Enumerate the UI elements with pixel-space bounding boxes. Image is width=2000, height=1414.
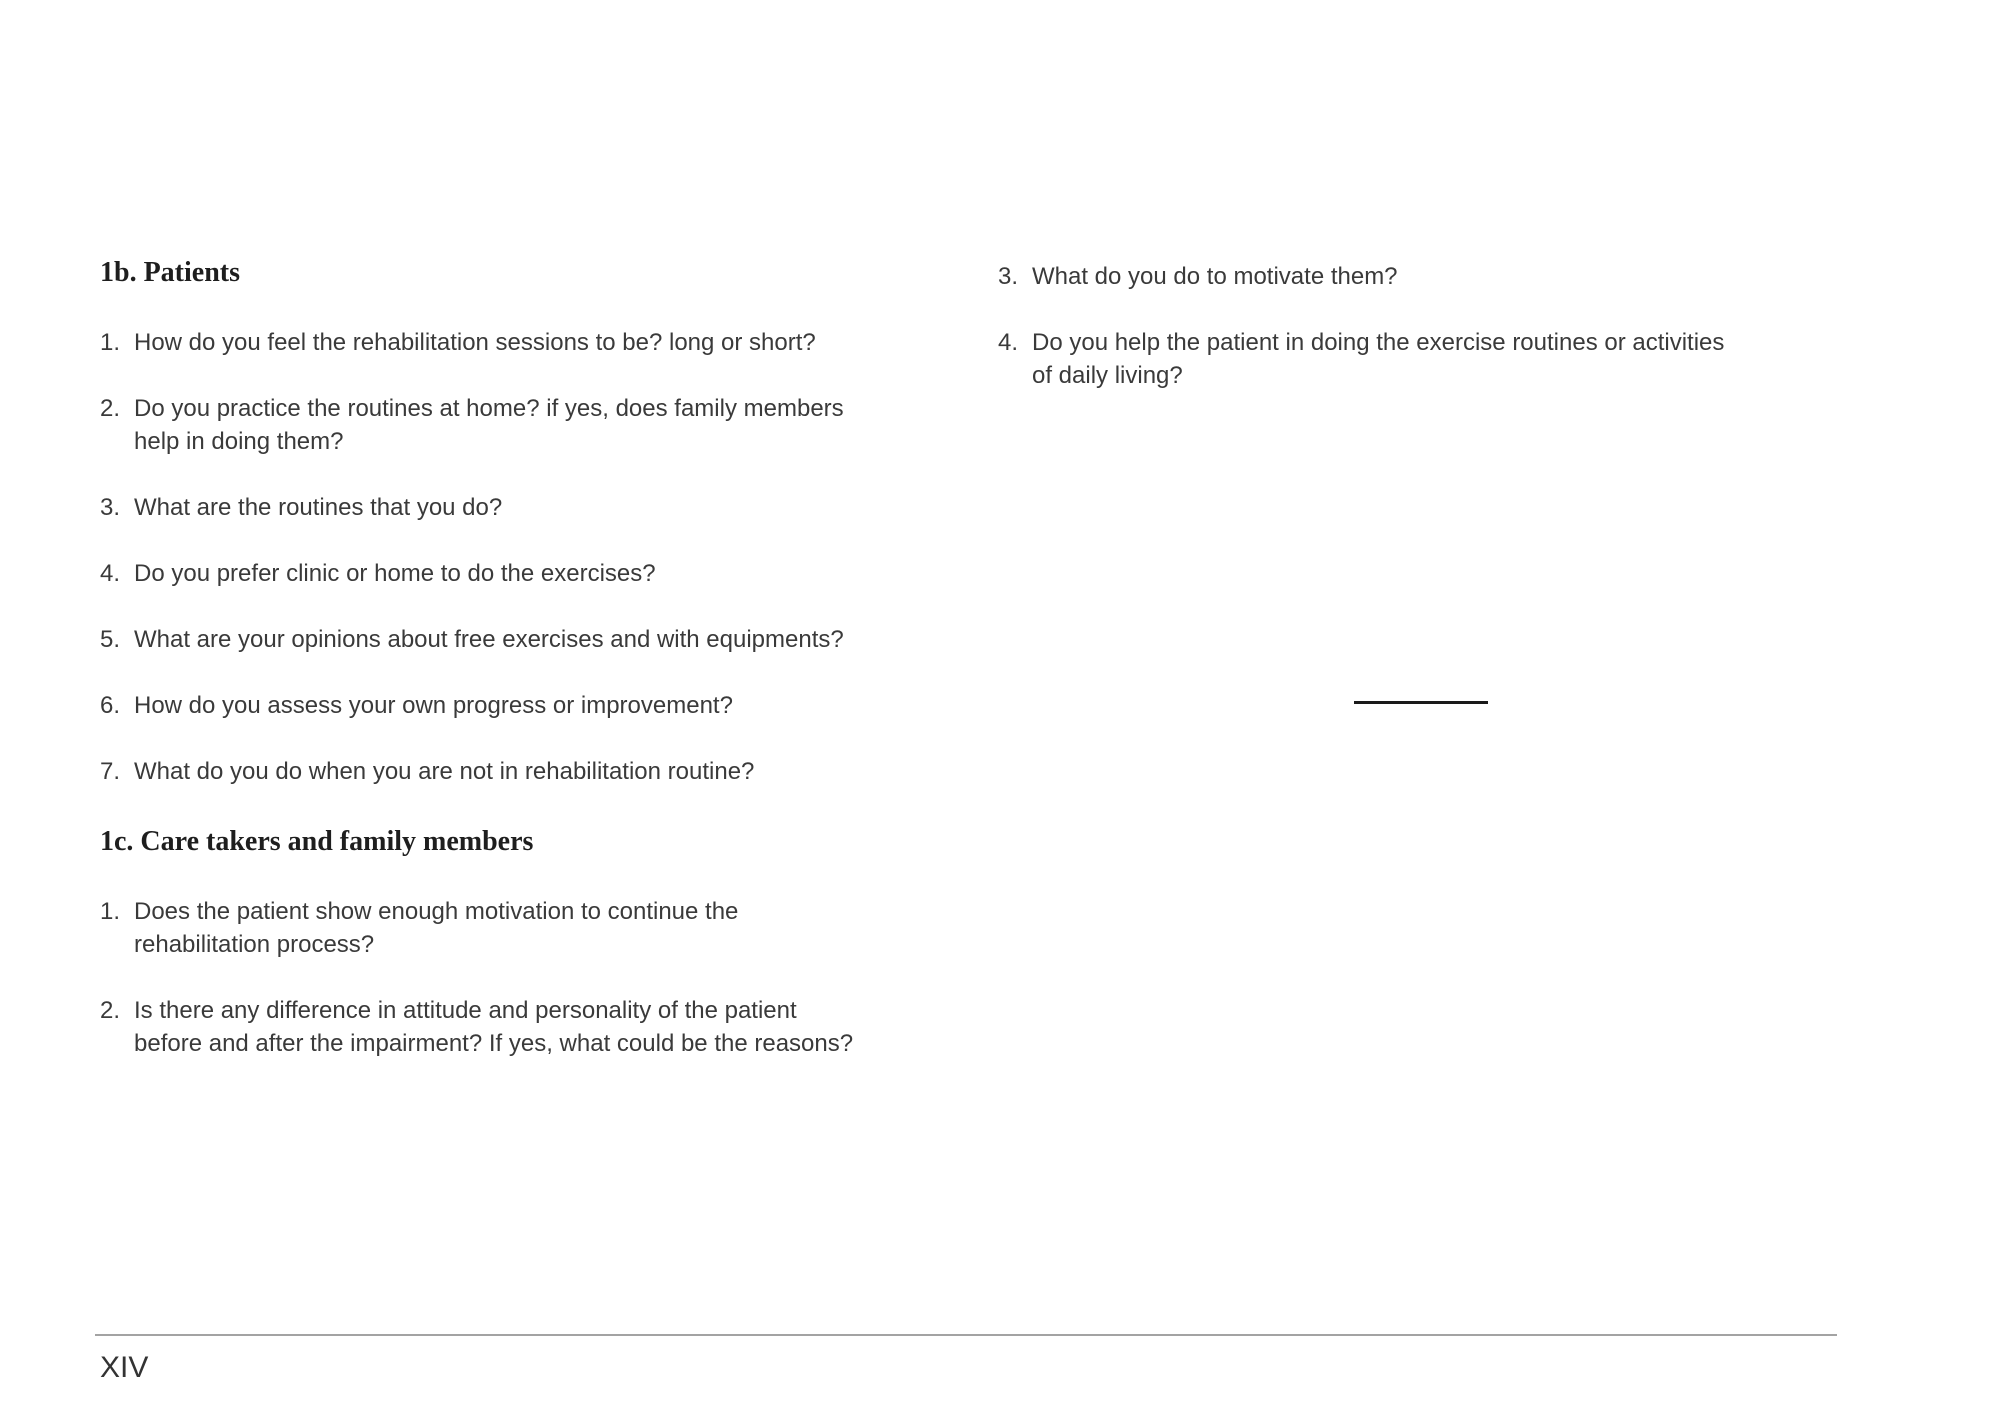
question-text: What do you do when you are not in rehabilitation routine? [134, 758, 755, 785]
question-item [998, 326, 1737, 392]
question-number: 7. [100, 758, 121, 785]
section-1c-questions [100, 895, 860, 1060]
question-item [100, 557, 860, 590]
footer-rule [95, 1334, 1837, 1336]
question-item [100, 491, 860, 524]
question-text: How do you feel the rehabilitation sessions to be? long or short? [134, 329, 816, 356]
question-text: Is there any difference in attitude and personality of the patient before and after the impairment? If yes, what could be the reasons? [134, 997, 854, 1057]
question-number: 4. [998, 329, 1019, 356]
right-column [998, 260, 1737, 425]
question-item [100, 755, 860, 788]
question-number: 3. [100, 494, 121, 521]
question-text: Does the patient show enough motivation to continue the rehabilitation process? [134, 898, 739, 958]
question-number: 2. [100, 997, 121, 1024]
question-number: 1. [100, 898, 121, 925]
divider-line [1354, 701, 1488, 704]
question-number: 3. [998, 263, 1019, 290]
section-1b-questions [100, 326, 860, 788]
question-text: What are your opinions about free exercises and with equipments? [134, 626, 844, 653]
page-number: XIV [100, 1351, 149, 1384]
question-item [100, 623, 860, 656]
question-item [100, 994, 860, 1060]
question-item [100, 392, 860, 458]
question-item [100, 689, 860, 722]
question-text: Do you help the patient in doing the exercise routines or activities of daily living? [1032, 329, 1725, 389]
question-item [100, 895, 860, 961]
question-number: 2. [100, 395, 121, 422]
question-number: 6. [100, 692, 121, 719]
question-item [998, 260, 1737, 293]
left-column [100, 256, 860, 1093]
question-text: How do you assess your own progress or improvement? [134, 692, 733, 719]
question-text: What do you do to motivate them? [1032, 263, 1398, 290]
question-number: 1. [100, 329, 121, 356]
question-text: Do you prefer clinic or home to do the exercises? [134, 560, 656, 587]
section-1b-heading: 1b. Patients [100, 257, 240, 288]
right-column-questions [998, 260, 1737, 392]
question-number: 4. [100, 560, 121, 587]
question-text: Do you practice the routines at home? if yes, does family members help in doing them? [134, 395, 844, 455]
section-1c-heading: 1c. Care takers and family members [100, 826, 534, 857]
question-number: 5. [100, 626, 121, 653]
question-item [100, 326, 860, 359]
question-text: What are the routines that you do? [134, 494, 503, 521]
